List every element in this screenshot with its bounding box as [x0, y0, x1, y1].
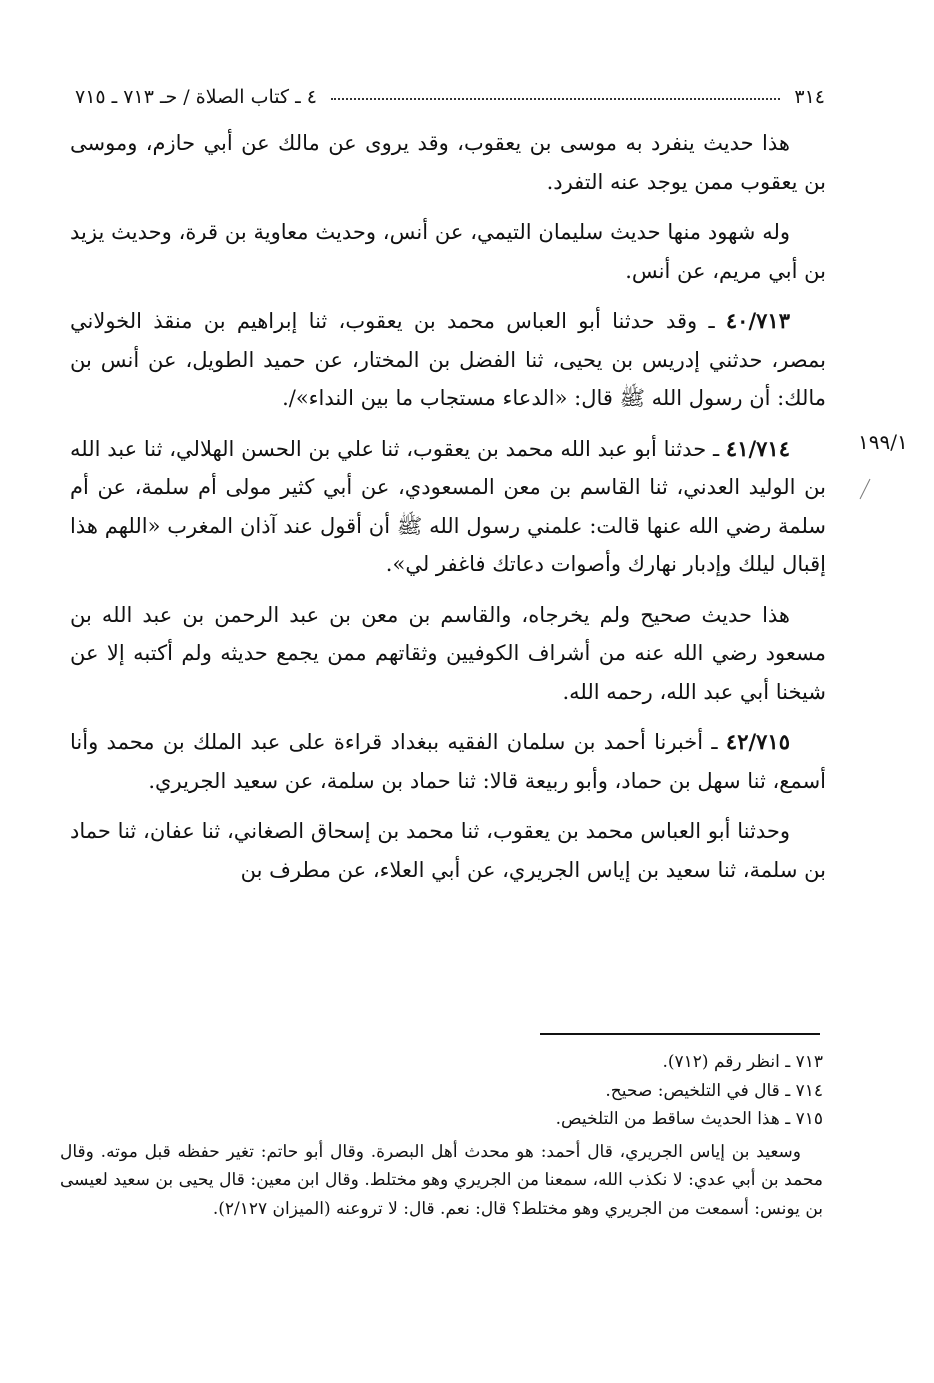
footnote-separator [540, 1033, 820, 1035]
page-number: ٣١٤ [794, 86, 825, 108]
margin-reference: ١٩٩/١ [858, 430, 908, 454]
footnote-714: ٧١٤ ـ قال في التلخيص: صحيح. [605, 1080, 823, 1101]
hadith-number: ٤١/٧١٤ [725, 435, 790, 461]
page-header [75, 74, 825, 108]
paragraph-7: وحدثنا أبو العباس محمد بن يعقوب، ثنا محمد بن إسحاق الصغاني، ثنا عفان، ثنا حماد بن سلمة، ثنا سعيد بن إياس الجريري، عن أبي العلاء، عن مطرف بن [70, 819, 826, 882]
hadith-text: ـ وقد حدثنا أبو العباس محمد بن يعقوب، ثنا إبراهيم بن منقذ الخولاني بمصر، حدثني إدريس بن يحيى، ثنا الفضل بن المختار، عن حميد الطويل، عن أنس بن مالك: أن رسول الله ﷺ قال: «الدعاء مستجاب ما بين النداء»/. [70, 309, 826, 410]
hadith-715 [70, 723, 826, 800]
header-dot-leader [331, 98, 780, 100]
footnotes [60, 1048, 823, 1223]
running-title: ٤ ـ كتاب الصلاة / حـ ٧١٣ ـ ٧١٥ [75, 86, 317, 108]
hadith-number: ٤٠/٧١٣ [725, 308, 790, 333]
paragraph-1: هذا حديث ينفرد به موسى بن يعقوب، وقد يروى عن مالك عن أبي حازم، وموسى بن يعقوب ممن يوجد عنه التفرد. [70, 131, 826, 194]
footnote-715: ٧١٥ ـ هذا الحديث ساقط من التلخيص. [555, 1109, 823, 1129]
hadith-text: ـ حدثنا أبو عبد الله محمد بن يعقوب، ثنا علي بن الحسن الهلالي، ثنا عبد الله بن الوليد العدني، ثنا القاسم بن معن المسعودي، عن أبي كثير مولى أم سلمة، عن أم سلمة رضي الله عنها قالت: علمني رسول الله ﷺ أن أقول عند آذان المغرب «اللهم هذا إقبال ليلك وإدبار نهارك وأصوات دعاتك فاغفر لي». [70, 436, 826, 576]
hadith-713 [70, 302, 826, 418]
footnote-713: ٧١٣ ـ انظر رقم (٧١٢). [662, 1052, 823, 1072]
hadith-text: ـ أخبرنا أحمد بن سلمان الفقيه ببغداد قراءة على عبد الملك بن محمد وأنا أسمع، ثنا سهل بن حماد، وأبو ربيعة قالا: ثنا حماد بن سلمة، عن سعيد الجريري. [70, 730, 826, 793]
paragraph-2: وله شهود منها حديث سليمان التيمي، عن أنس، وحديث معاوية بن قرة، وحديث يزيد بن أبي مريم، عن أنس. [70, 220, 826, 283]
hadith-number: ٤٢/٧١٥ [725, 729, 790, 754]
pen-mark [858, 478, 872, 500]
hadith-714 [70, 430, 826, 584]
main-text [70, 124, 826, 889]
paragraph-5: هذا حديث صحيح ولم يخرجاه، والقاسم بن معن بن عبد الرحمن بن عبد الله بن مسعود رضي الله عنه من أشراف الكوفيين وثقاتهم ممن يجمع حديثه ولم أكتبه إلا عن شيخنا أبي عبد الله، رحمه الله. [70, 602, 826, 704]
footnote-715-detail: وسعيد بن إياس الجريري، قال أحمد: هو محدث أهل البصرة. وقال أبو حاتم: تغير حفظه قبل موته. وقال محمد بن أبي عدي: لا نكذب الله، سمعنا من الجريري وهو مختلط. وقال ابن معين: قال يحيى بن سعيد لعيسى بن يونس: أسمعت من الجريري وهو مختلط؟ قال: نعم. قال: لا تروعنه (الميزان ٢/١٢٧). [60, 1141, 823, 1219]
